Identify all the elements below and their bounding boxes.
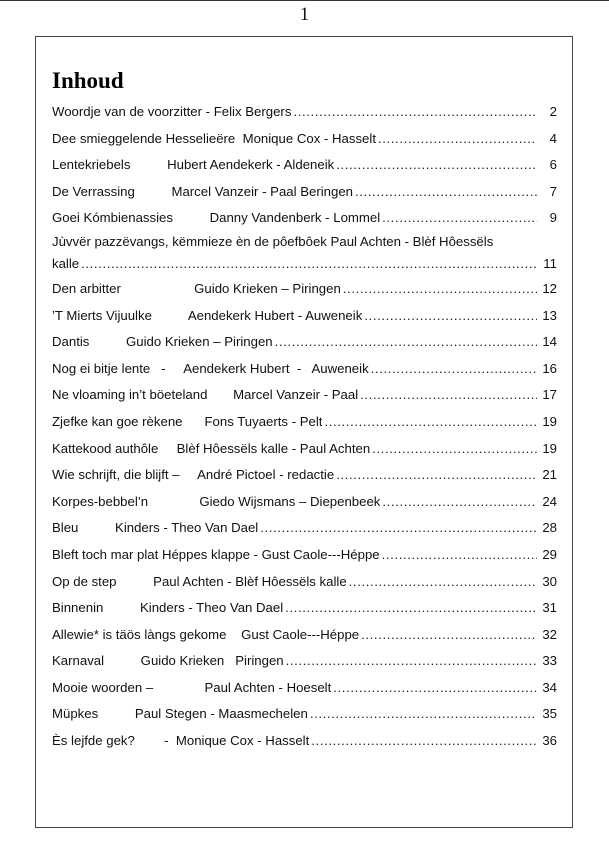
- toc-entry-page: 14: [542, 334, 557, 350]
- toc-entry-page: 36: [542, 733, 557, 749]
- toc-entry: [52, 728, 557, 755]
- toc-entry-page: 13: [542, 307, 557, 323]
- toc-entry-title: Kattekood authôle Blèf Hôessëls kalle - Paul Achten: [52, 440, 371, 456]
- toc-list: [52, 99, 557, 755]
- toc-entry-page: 2: [549, 104, 557, 119]
- toc-entry: [52, 462, 557, 489]
- toc-entry: [52, 179, 557, 206]
- toc-entry: [52, 99, 557, 126]
- dot-leader: [275, 329, 537, 356]
- toc-entry-title: Karnaval Guido Krieken Piringen: [52, 653, 284, 669]
- toc-entry: [52, 276, 557, 303]
- toc-entry: [52, 126, 557, 153]
- dot-leader: [293, 99, 537, 126]
- page-frame: [35, 36, 573, 828]
- toc-entry: [52, 515, 557, 542]
- dot-leader: [81, 252, 537, 276]
- toc-entry-title: Lentekriebels Hubert Aendekerk - Aldeneik: [52, 157, 335, 173]
- toc-entry-title: Ès lejfde gek? - Monique Cox - Hasselt: [52, 733, 310, 749]
- toc-entry-page: 24: [542, 493, 557, 509]
- toc-entry-page: 9: [549, 210, 557, 226]
- toc-entry: [52, 648, 557, 675]
- toc-entry: [52, 622, 557, 649]
- toc-entry-page: 19: [542, 413, 557, 429]
- dot-leader: [364, 303, 537, 330]
- dot-leader: [382, 205, 537, 232]
- dot-leader: [371, 356, 537, 383]
- dot-leader: [360, 382, 537, 409]
- top-rule: [0, 0, 609, 1]
- toc-entry-title: Op de step Paul Achten - Blèf Hôessëls kalle: [52, 573, 347, 589]
- toc-entry: [52, 356, 557, 383]
- dot-leader: [336, 462, 537, 489]
- toc-entry-title: De Verrassing Marcel Vanzeir - Paal Beringen: [52, 183, 353, 199]
- toc-entry-page: 11: [543, 255, 557, 271]
- dot-leader: [324, 409, 537, 436]
- toc-entry-title: Goei Kómbienassies Danny Vandenberk - Lommel: [52, 210, 381, 226]
- toc-title: Inhoud: [52, 68, 124, 93]
- toc-entry-page: 17: [542, 387, 557, 403]
- toc-entry: [52, 701, 557, 728]
- dot-leader: [286, 648, 537, 675]
- toc-entry: [52, 152, 557, 179]
- dot-leader: [361, 622, 537, 649]
- toc-entry-title: Allewie* is täös làngs gekome Gust Caole---Héppe: [52, 626, 360, 642]
- toc-entry-continuation: [52, 252, 557, 276]
- toc-entry-page: 19: [542, 440, 557, 456]
- toc-entry-page: 16: [542, 360, 557, 376]
- toc-entry-page: 33: [542, 653, 557, 669]
- page-number: 1: [299, 4, 310, 25]
- toc-entry-title: Müpkes Paul Stegen - Maasmechelen: [52, 706, 308, 722]
- toc-entry-page: 21: [542, 467, 557, 483]
- toc-entry-title: Ne vloaming in’t böeteland Marcel Vanzeir - Paal: [52, 387, 359, 403]
- toc-entry-page: 30: [542, 573, 557, 589]
- toc-entry-title: Korpes-bebbel’n Giedo Wijsmans – Diepenbeek: [52, 493, 381, 509]
- toc-entry-page: 28: [542, 520, 557, 536]
- toc-entry-title: Bleft toch mar plat Héppes klappe - Gust Caole---Héppe: [52, 546, 380, 562]
- toc-entry-page: 12: [542, 280, 557, 296]
- toc-entry: [52, 489, 557, 516]
- toc-entry-page: 7: [549, 183, 557, 199]
- toc-entry: [52, 329, 557, 356]
- toc-entry-page: 34: [542, 679, 557, 695]
- toc-entry-page: 35: [542, 706, 557, 722]
- toc-entry: [52, 382, 557, 409]
- dot-leader: [349, 569, 537, 596]
- toc-entry-title: Woordje van de voorzitter - Felix Bergers: [52, 104, 292, 119]
- dot-leader: [311, 728, 537, 755]
- toc-entry: [52, 303, 557, 330]
- toc-entry-page: 29: [542, 546, 557, 562]
- toc-entry-page: 6: [549, 157, 557, 173]
- dot-leader: [260, 515, 537, 542]
- dot-leader: [355, 179, 537, 206]
- toc-entry-title: Nog ei bitje lente - Aendekerk Hubert - Auweneik: [52, 360, 369, 376]
- toc-entry-page: 32: [542, 626, 557, 642]
- dot-leader: [378, 126, 537, 153]
- toc-entry-title: Bleu Kinders - Theo Van Dael: [52, 520, 259, 536]
- toc-entry-title: Dantis Guido Krieken – Piringen: [52, 334, 273, 350]
- dot-leader: [382, 489, 537, 516]
- toc-entry-page: 4: [549, 130, 557, 146]
- toc-entry-title: Den arbitter Guido Krieken – Piringen: [52, 280, 341, 296]
- toc-entry: [52, 542, 557, 569]
- dot-leader: [382, 542, 537, 569]
- toc-entry-page: 31: [542, 600, 557, 616]
- dot-leader: [285, 595, 537, 622]
- toc-entry-title: ’T Mierts Vijuulke Aendekerk Hubert - Auweneik: [52, 307, 363, 323]
- toc-entry: [52, 436, 557, 463]
- dot-leader: [333, 675, 537, 702]
- toc-entry: [52, 675, 557, 702]
- toc-entry-title: Zjefke kan goe rèkene Fons Tuyaerts - Pelt: [52, 413, 323, 429]
- toc-entry-title: Binnenin Kinders - Theo Van Dael: [52, 600, 284, 616]
- toc-entry-title: Mooie woorden – Paul Achten - Hoeselt: [52, 679, 332, 695]
- toc-entry-title: Wie schrijft, die blijft – André Pictoel - redactie: [52, 467, 335, 483]
- toc-entry-title-cont: kalle: [52, 255, 80, 271]
- dot-leader: [310, 701, 537, 728]
- toc-entry: [52, 409, 557, 436]
- dot-leader: [336, 152, 537, 179]
- toc-entry-title: Jùvvër pazzëvangs, këmmieze èn de pôefbôek Paul Achten - Blèf Hôessëls: [52, 233, 494, 249]
- toc-entry: [52, 232, 557, 276]
- toc-entry: [52, 595, 557, 622]
- dot-leader: [372, 436, 537, 463]
- toc-entry: [52, 569, 557, 596]
- toc-entry: [52, 205, 557, 232]
- dot-leader: [343, 276, 537, 303]
- toc-entry-title: Dee smieggelende Hesselieëre Monique Cox - Hasselt: [52, 130, 376, 146]
